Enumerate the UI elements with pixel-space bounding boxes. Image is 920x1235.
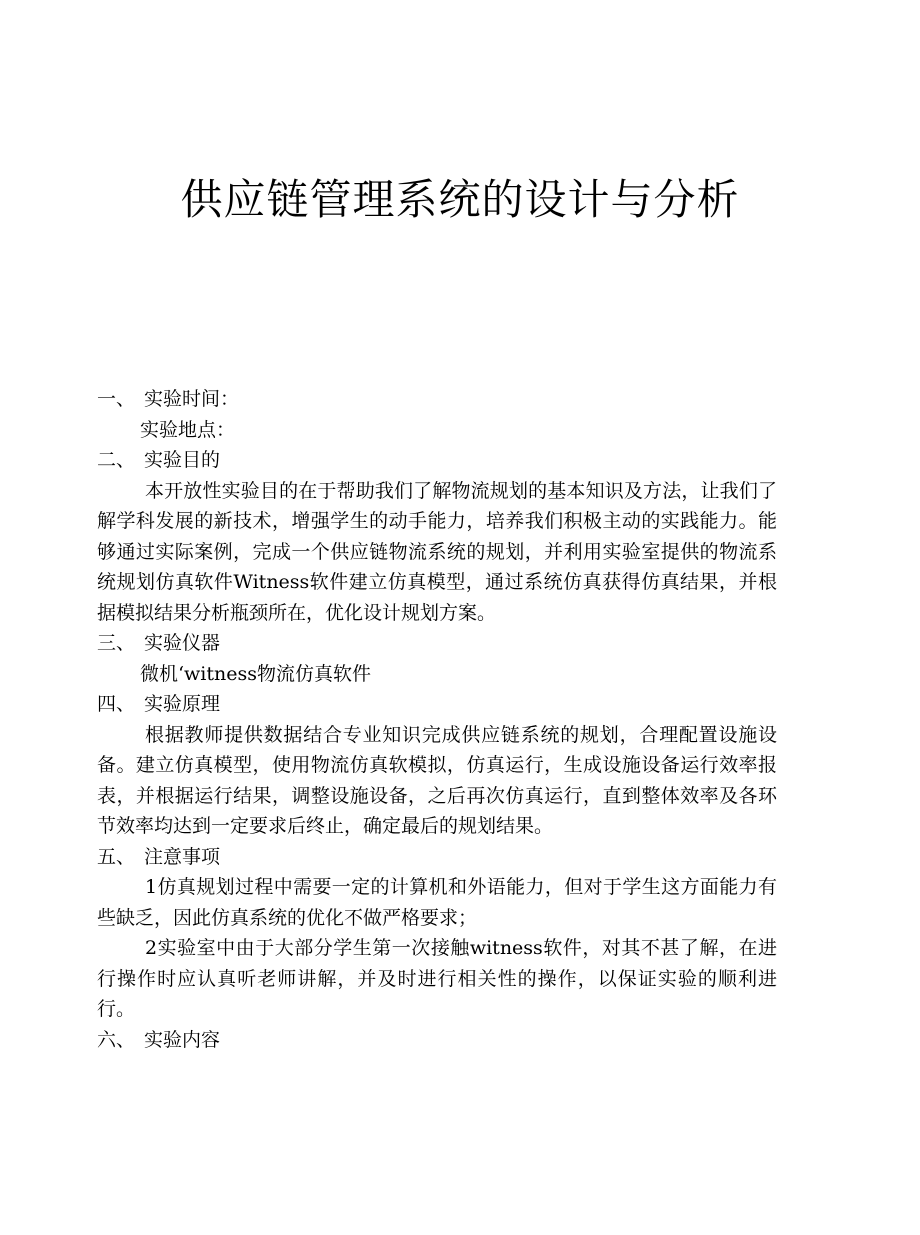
section-paragraph: 1仿真规划过程中需要一定的计算机和外语能力，但对于学生这方面能力有些缺乏，因此仿真系统的优化不做严格要求； [97,876,777,929]
section-line: 微机‘witness物流仿真软件 [140,662,371,685]
section-title: 注意事项 [144,845,221,868]
section-title: 实验仪器 [144,632,221,654]
document-body [97,384,777,1055]
document-title: 供应链管理系统的设计与分析 [180,175,740,224]
section-title: 实验时间： [144,388,240,410]
section-number: 四、 [97,693,136,715]
section-title: 实验原理 [144,693,221,715]
section-number: 三、 [97,632,136,654]
section-heading-4 [97,689,777,720]
section-heading-3 [97,628,777,659]
section-line: 实验地点： [140,418,236,441]
section-title: 实验目的 [144,449,221,471]
section-number: 二、 [97,449,136,471]
section-number: 五、 [97,845,136,868]
section-heading-5 [97,842,777,873]
section-number: 一、 [97,388,136,410]
section-paragraph: 2实验室中由于大部分学生第一次接触witness软件，对其不甚了解，在进行操作时应认真听老师讲解，并及时进行相关性的操作，以保证实验的顺利进行。 [97,937,777,1020]
section-heading-6 [97,1025,777,1056]
section-number: 六、 [97,1028,136,1051]
section-heading-1 [97,384,777,415]
section-paragraph: 本开放性实验目的在于帮助我们了解物流规划的基本知识及方法，让我们了解学科发展的新技术，增强学生的动手能力，培养我们积极主动的实践能力。能够通过实际案例，完成一个供应链物流系统的规划，并利用实验室提供的物流系统规划仿真软件Witness软件建立仿真模型，通过系统仿真获得仿真结果，并根据模拟结果分析瓶颈所在，优化设计规划方案。 [97,479,777,624]
section-heading-2 [97,445,777,476]
section-title: 实验内容 [144,1028,221,1051]
section-paragraph: 根据教师提供数据结合专业知识完成供应链系统的规划，合理配置设施设备。建立仿真模型，使用物流仿真软模拟，仿真运行，生成设施设备运行效率报表，并根据运行结果，调整设施设备，之后再次仿真运行，直到整体效率及各环节效率均达到一定要求后终止，确定最后的规划结果。 [97,723,777,837]
